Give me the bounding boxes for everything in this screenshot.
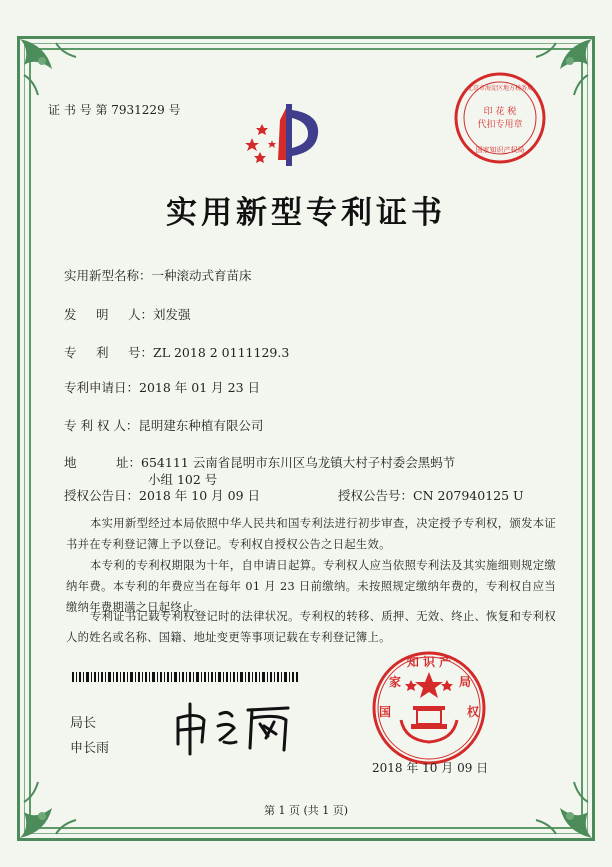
patentee-label: 专 利 权 人： xyxy=(64,418,139,433)
name-value: 一种滚动式育苗床 xyxy=(151,268,252,283)
svg-text:局: 局 xyxy=(458,675,472,689)
seal-date: 2018 年 10 月 09 日 xyxy=(372,761,489,775)
inventor-value: 刘发强 xyxy=(153,307,191,322)
paragraph-term-and-fees: 本专利的专利权期限为十年，自申请日起算。专利权人应当依照专利法及其实施细则规定缴纳年费。本专利的年费应当在每年 01 月 23 日前缴纳。未按照规定缴纳年费的，专利权自应当缴纳年费期满之日起终止。 xyxy=(66,559,556,614)
field-grant-number xyxy=(338,486,524,504)
field-patent-number: 专 利 号：ZL 2018 2 0111129.3 xyxy=(64,345,290,360)
svg-text:印 花 税: 印 花 税 xyxy=(483,107,517,117)
svg-text:权: 权 xyxy=(466,705,480,719)
corner-ornament-top-left xyxy=(16,35,86,105)
svg-text:代扣专用章: 代扣专用章 xyxy=(477,120,523,130)
grant-date-label: 授权公告日： xyxy=(64,488,140,503)
signatory-title: 局长 xyxy=(70,716,97,731)
patent-number-value: ZL 2018 2 0111129.3 xyxy=(153,345,290,360)
filing-date-value: 2018 年 01 月 23 日 xyxy=(139,380,261,395)
patentee-value: 昆明建东种植有限公司 xyxy=(138,418,264,433)
handwritten-signature-icon xyxy=(168,696,308,756)
signatory-name: 申长雨 xyxy=(70,741,110,756)
filing-date-label: 专利申请日： xyxy=(64,380,140,395)
grant-number-value: CN 207940125 U xyxy=(413,488,524,503)
certificate-title: 实用新型专利证书 xyxy=(166,195,446,231)
address-line-2: 小组 102 号 xyxy=(148,472,218,487)
field-patentee xyxy=(64,416,263,434)
svg-text:国: 国 xyxy=(378,705,392,719)
svg-text:家: 家 xyxy=(388,675,402,689)
certificate-number: 证 书 号 第 7931229 号 xyxy=(48,103,181,117)
barcode-image xyxy=(72,672,298,682)
name-label: 实用新型名称： xyxy=(64,268,152,283)
address-line-1: 654111 云南省昆明市东川区乌龙镇大村子村委会黑蚂节 xyxy=(141,455,456,470)
field-utility-model-name xyxy=(64,266,252,284)
paragraph-legal-status: 专利证书记载专利权登记时的法律状况。专利权的转移、质押、无效、终止、恢复和专利权人的姓名或名称、国籍、地址变更等事项记载在专利登记簿上。 xyxy=(66,610,556,644)
grant-number-label: 授权公告号： xyxy=(338,488,414,503)
page-number: 第 1 页 (共 1 页) xyxy=(263,804,349,817)
svg-text:国家知识产权局: 国家知识产权局 xyxy=(475,146,525,154)
patent-office-logo-icon xyxy=(240,100,330,170)
national-ip-office-seal-icon xyxy=(371,650,487,766)
grant-date-value: 2018 年 10 月 09 日 xyxy=(139,488,261,503)
paragraph-grant-statement: 本实用新型经过本局依照中华人民共和国专利法进行初步审查，决定授予专利权，颁发本证书并在专利登记簿上予以登记。专利权自授权公告之日起生效。 xyxy=(66,517,556,551)
field-grant-date xyxy=(64,486,260,504)
field-filing-date xyxy=(64,378,260,396)
signatory-block xyxy=(70,712,109,762)
field-inventor: 发 明 人：刘发强 xyxy=(64,307,191,322)
svg-text:知 识 产: 知 识 产 xyxy=(406,655,452,669)
field-address: 地 址：654111 云南省昆明市东川区乌龙镇大村子村委会黑蚂节 xyxy=(64,455,456,470)
svg-text:北京市海淀区地方税务局: 北京市海淀区地方税务局 xyxy=(466,85,534,92)
tax-stamp-seal-icon xyxy=(452,70,548,166)
